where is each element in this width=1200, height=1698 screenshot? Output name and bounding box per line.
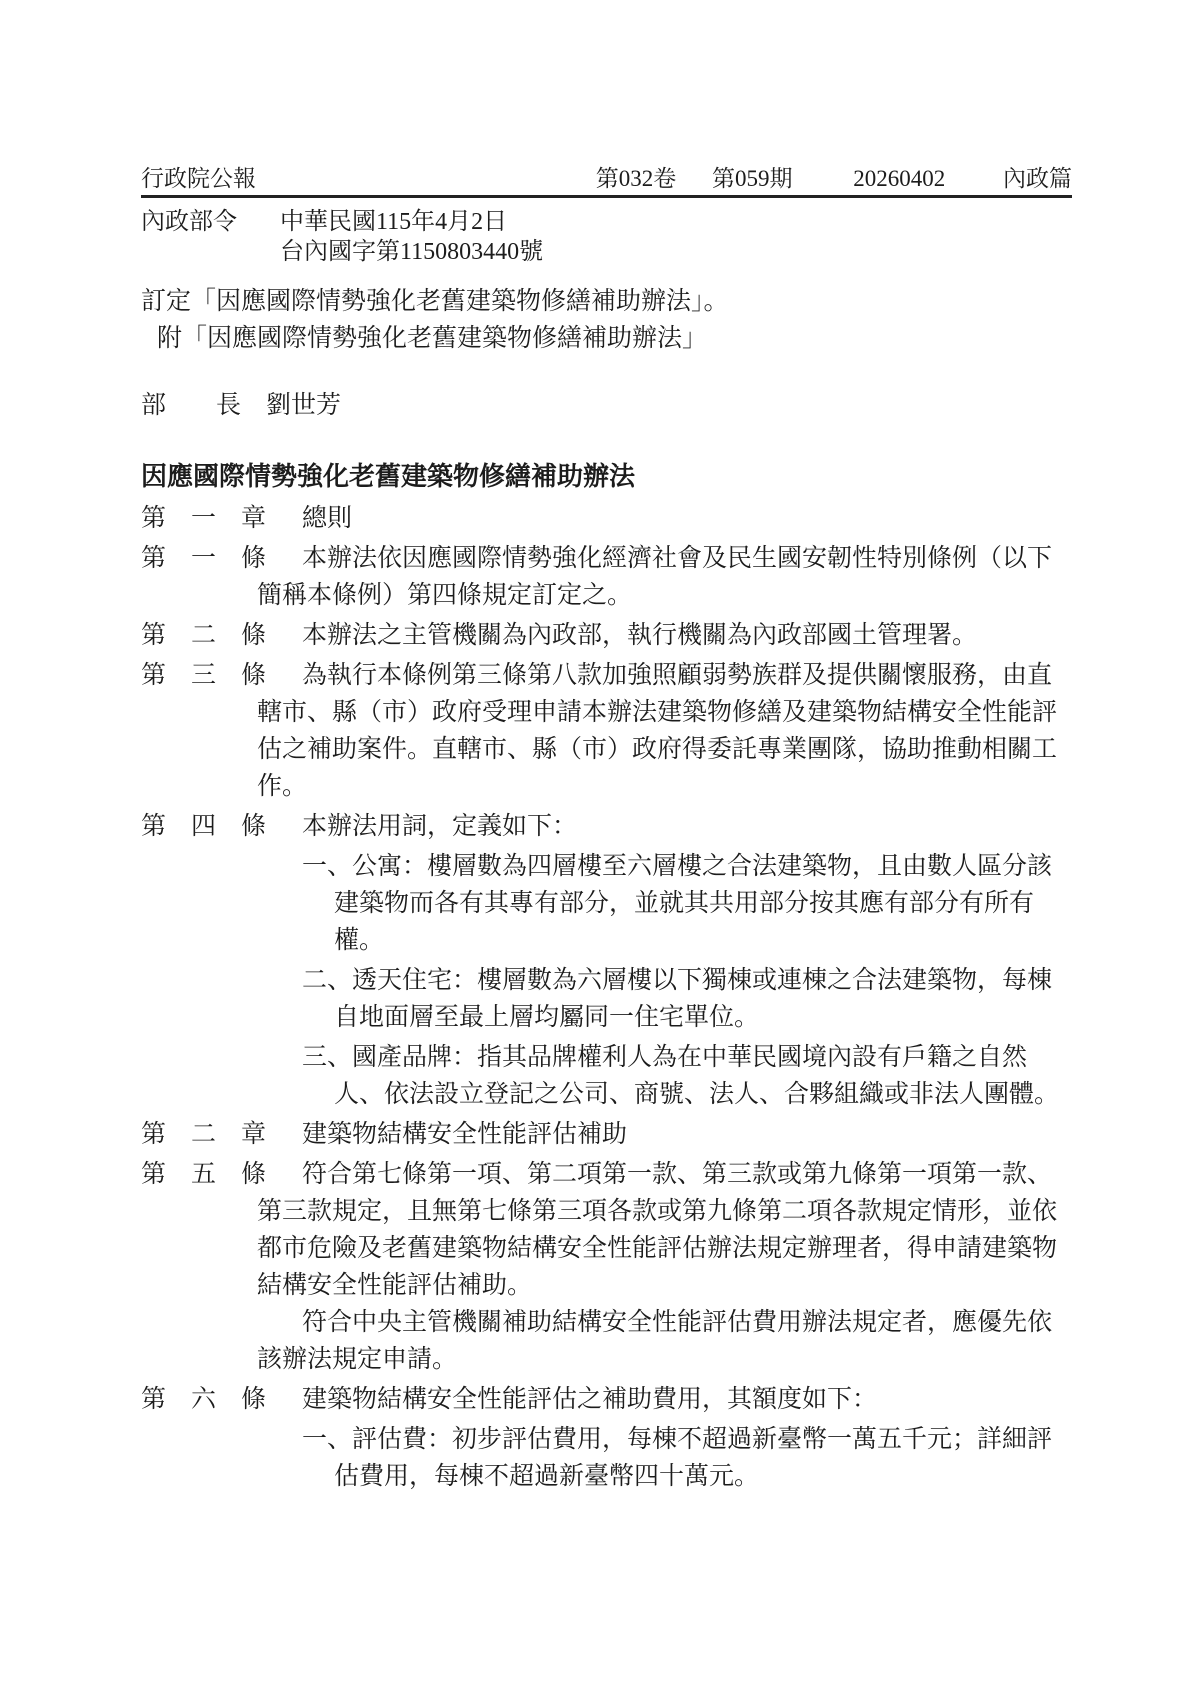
article — [141, 808, 1072, 845]
article-number: 第 二 條 — [141, 622, 267, 649]
article-text: 建築物結構安全性能評估之補助費用，其額度如下： — [302, 1386, 878, 1413]
page-header — [141, 165, 1072, 198]
article — [141, 657, 1072, 805]
decree-date: 中華民國115年4月2日 — [280, 209, 508, 235]
chapter-title: 總則 — [302, 505, 353, 532]
issue-number: 第059期 — [712, 166, 793, 191]
minister-signature: 部 長 劉世芳 — [141, 392, 342, 419]
volume-number: 第032卷 — [595, 166, 677, 191]
article-paragraph — [141, 1304, 1072, 1378]
law-title: 因應國際情勢強化老舊建築物修繕補助辦法 — [141, 462, 636, 491]
chapter-heading — [141, 500, 1072, 537]
article-text: 為執行本條例第三條第八款加強照顧弱勢族群及提供關懷服務，由直轄市、縣（市）政府受理申請本辦法建築物修繕及建築物結構安全性能評估之補助案件。直轄市、縣（市）政府得委託專業團隊，協助推動相關工作。 — [257, 662, 1058, 800]
list-item-text: 二、透天住宅：樓層數為六層樓以下獨棟或連棟之合法建築物，每棟自地面層至最上層均屬同一住宅單位。 — [302, 967, 1053, 1031]
chapter-number: 第 二 章 — [141, 1121, 267, 1148]
list-item — [141, 848, 1072, 959]
chapter-title: 建築物結構安全性能評估補助 — [302, 1121, 628, 1148]
article-text: 本辦法依因應國際情勢強化經濟社會及民生國安韌性特別條例（以下簡稱本條例）第四條規定訂定之。 — [257, 545, 1053, 609]
article-number: 第 六 條 — [141, 1386, 267, 1413]
article — [141, 617, 1072, 654]
article — [141, 540, 1072, 614]
article — [141, 1156, 1072, 1304]
article-number: 第 四 條 — [141, 813, 267, 840]
decree-heading — [141, 207, 1072, 267]
decree-action-line: 訂定「因應國際情勢強化老舊建築物修繕補助辦法」。 — [141, 288, 729, 315]
chapter-number: 第 一 章 — [141, 505, 267, 532]
list-item-text: 一、評估費：初步評估費用，每棟不超過新臺幣一萬五千元；詳細評估費用，每棟不超過新臺幣四十萬元。 — [302, 1426, 1053, 1490]
publication-title: 行政院公報 — [141, 166, 256, 191]
decree-meta — [280, 207, 543, 267]
article-text: 符合第七條第一項、第二項第一款、第三款或第九條第一項第一款、第三款規定，且無第七條第三項各款或第九條第二項各款規定情形，並依都市危險及老舊建築物結構安全性能評估辦法規定辦理者，得申請建築物結構安全性能評估補助。 — [257, 1161, 1058, 1299]
article-paragraph-text: 符合中央主管機關補助結構安全性能評估費用辦法規定者，應優先依該辦法規定申請。 — [257, 1309, 1053, 1373]
issue-info — [596, 165, 1072, 193]
chapter-heading — [141, 1116, 1072, 1153]
list-item — [141, 1421, 1072, 1495]
list-item-text: 三、國產品牌：指其品牌權利人為在中華民國境內設有戶籍之自然人、依法設立登記之公司、商號、法人、合夥組織或非法人團體。 — [302, 1044, 1060, 1108]
agency-name: 內政部令 — [141, 209, 237, 235]
issue-date: 20260402 — [853, 166, 946, 191]
list-item-text: 一、公寓：樓層數為四層樓至六層樓之合法建築物，且由數人區分該建築物而各有其專有部分，並就其共用部分按其應有部分有所有權。 — [302, 853, 1053, 954]
article-number: 第 一 條 — [141, 545, 267, 572]
law-body — [141, 500, 1072, 1495]
list-item — [141, 1039, 1072, 1113]
section-name: 內政篇 — [1003, 166, 1072, 191]
article-text: 本辦法用詞，定義如下： — [302, 813, 578, 840]
article-number: 第 五 條 — [141, 1161, 267, 1188]
article-number: 第 三 條 — [141, 662, 267, 689]
attachment-line: 附「因應國際情勢強化老舊建築物修繕補助辦法」 — [157, 325, 708, 352]
article — [141, 1381, 1072, 1418]
article-text: 本辦法之主管機關為內政部，執行機關為內政部國土管理署。 — [302, 622, 978, 649]
decree-reference-number: 台內國字第1150803440號 — [280, 239, 544, 265]
list-item — [141, 962, 1072, 1036]
